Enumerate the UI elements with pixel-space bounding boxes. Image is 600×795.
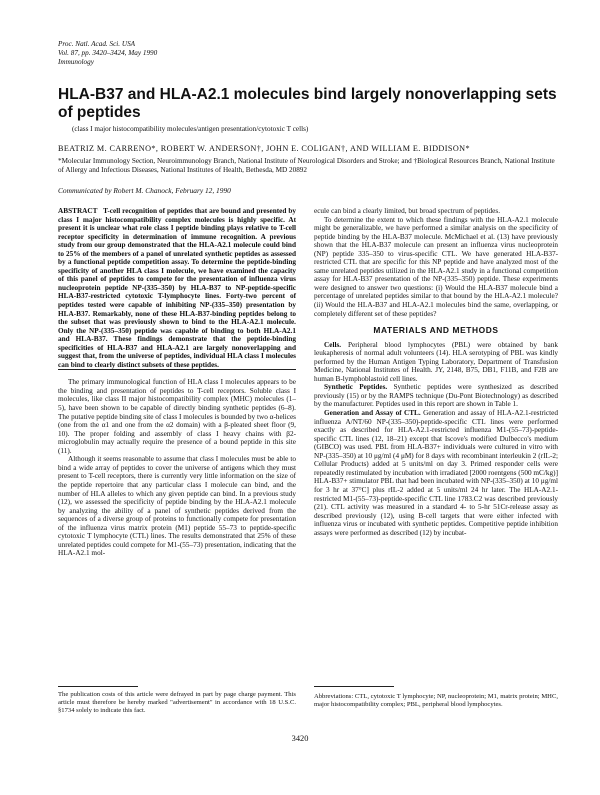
left-column: [58, 207, 296, 558]
cells-heading: Cells.: [324, 340, 342, 349]
abstract-heading: ABSTRACT: [58, 207, 98, 215]
abstract: [58, 207, 296, 369]
page-number: 3420: [291, 734, 309, 743]
peptides-heading: Synthetic Peptides.: [324, 383, 388, 392]
intro-paragraph-2: Although it seems reasonable to assume that class I molecules must be able to bind a wide array of peptides to cover the universe of antigens which they must present to T-cell receptors, there is currently very little information on the size of the peptide repertoire that any particular class I molecule can bind, and the number of HLA alleles to which any given peptide can bind. In a previous study (12), we assessed the specificity of peptide binding by the HLA-A2.1 molecule by analyzing the ability of a panel of synthetic peptides derived from the sequences of a diverse group of proteins to functionally compete for presentation of the influenza virus matrix protein (M1) peptide 55–73 to peptide-specific cytotoxic T lymphocyte (CTL) lines. The results demonstrated that 25% of these unrelated peptides could compete for M1-(55–73) presentation, indicating that the HLA-A2.1 mol-: [58, 455, 296, 558]
abbreviations-footnote: Abbreviations: CTL, cytotoxic T lymphocyte; NP, nucleoprotein; M1, matrix protein; MHC, major histocompatibility complex; PBL, peripheral blood lymphocytes.: [314, 693, 558, 708]
communicated-by: Communicated by Robert M. Chanock, February 12, 1990: [58, 186, 231, 195]
journal-volume: Vol. 87, pp. 3420–3424, May 1990: [58, 49, 158, 57]
affiliations: *Molecular Immunology Section, Neuroimmunology Branch, National Institute of Neurological Disorders and Stroke; and †Biological Resources Branch, National Institute of Allergy and Infectious Diseases, National Institutes of Health, Bethesda, MD 20892: [58, 157, 555, 174]
peptides-text: Synthetic peptides were synthesized as described previously (15) or by the RAMPS technique (Du-Pont Biotechnology) as described by the manufacturer. Peptides used in this report are shown in Table 1.: [314, 383, 559, 409]
abstract-text: T-cell recognition of peptides that are bound and presented by class I major histocompatibility complex molecules is highly specific. At present it is unclear what role class I peptide binding plays relative to T-cell receptor specificity in determination of immune recognition. A previous study from our group demonstrated that the HLA-A2.1 molecule could bind to 25% of the members of a panel of unrelated synthetic peptides as assessed by a functional peptide competition assay. To determine the peptide-binding specificity of another HLA class I molecule, we have examined the capacity of this panel of peptides to compete for the presentation of influenza virus nucleoprotein peptide NP-(335–350) by HLA-B37 to NP-peptide-specific HLA-B37-restricted cytotoxic T-lymphocyte lines. Forty-two percent of peptides tested were capable of inhibiting NP-(335–350) presentation by HLA-B37. Remarkably, none of these HLA-B37-binding peptides belong to the subset that was previously shown to bind to the HLA-A2.1 molecule. Only the NP-(335–350) peptide was capable of binding to both HLA-A2.1 and HLA-B37. These findings demonstrate that the peptide-binding specificities of HLA-B37 and HLA-A2.1 are largely nonoverlapping and suggest that, from the universe of peptides, individual HLA class I molecules can bind to clearly distinct subsets of these peptides.: [58, 207, 296, 369]
methods-peptides: [314, 383, 558, 409]
publication-footnote: The publication costs of this article were defrayed in part by page charge payment. This article must therefore be hereby marked "advertisement" in accordance with 18 U.S.C. §1734 solely to indicate this fact.: [58, 691, 296, 714]
footnote-rule-right: [314, 686, 394, 687]
intro-paragraph-4: To determine the extent to which these findings with the HLA-A2.1 molecule might be generalizable, we have performed a similar analysis on the specificity of peptide binding by the HLA-B37 molecule. McMichael et al. (13) have previously shown that the HLA-B37 molecule can present an influenza virus nucleoprotein (NP) peptide 335–350 to virus-specific CTL. We have generated HLA-B37-restricted CTL that are specific for this NP peptide and have analyzed most of the same unrelated peptides utilized in the HLA-A2.1 study in a functional competition assay for HLA-B37 presentation of the NP-(335–350) peptide. These experiments were designed to answer two questions: (i) Would the HLA-B37 molecule bind a percentage of unrelated peptides similar to that bound by the HLA-A2.1 molecule? (ii) Would the HLA-B37 and HLA-A2.1 molecules bind the same, overlapping, or completely different set of these peptides?: [314, 215, 558, 318]
intro-paragraph-1: The primary immunological function of HLA class I molecules appears to be the binding and presentation of peptides to T-cell receptors. Soluble class I molecules, like class II major histocompatibility complex (MHC) molecules (1–5), have been shown to be capable of directly binding synthetic peptides (6–8). The putative peptide binding site of class I molecules is bounded by two α-helices (one from the α1 and one from the α2 domain) with a β-pleated sheet floor (9, 10). The proper folding and assembly of class I heavy chains with β2-microglobulin may actually require the presence of a bound peptide in this site (11).: [58, 378, 296, 455]
journal-section: Immunology: [58, 58, 94, 66]
methods-heading: MATERIALS AND METHODS: [373, 325, 499, 336]
intro-paragraph-3: ecule can bind a clearly limited, but broad spectrum of peptides.: [314, 207, 501, 215]
ctl-text: Generation and assay of HLA-A2.1-restricted influenza A/NT/60 NP-(335–350)-peptide-specific CTL lines were performed exactly as described for HLA-A2.1-restricted influenza M1-(55–73)-peptide-specific CTL lines (12, 18–21) except that Iscove's modified Dulbecco's medium (GIBCO) was used. PBL from HLA-B37+ individuals were cultured in vitro with NP-(335–350) at 10 μg/ml (4 μM) for 8 days with recombinant interleukin 2 (rIL-2; Cellular Products) added at 5 units/ml on day 3. Primed responder cells were repeatedly restimulated by incubation with irradiated [2000 roentgens (500 mC/kg)] HLA-B37+ stimulator PBL that had been incubated with NP-(335–350) at 10 μg/ml for 3 hr at 37°C] plus rIL-2 added at 5 units/ml 24 hr later. The HLA-A2.1-restricted M1-(55–73)-peptide-specific CTL line 1783.C2 was described previously (21). CTL activity was measured in a standard 4- to 5-hr 51Cr-release assay as described previously (12), using B-cell targets that were either infected with influenza virus or incubated with synthetic peptides. Competitive peptide inhibition assays were performed as described (12) by incubat-: [314, 409, 559, 537]
methods-ctl: [314, 409, 558, 537]
cells-text: Peripheral blood lymphocytes (PBL) were obtained by bank leukapheresis of normal adult volunteers (14). HLA serotyping of PBL was kindly performed by the Human Antigen Typing Laboratory, Department of Transfusion Medicine, National Institutes of Health. JY, 2148, B75, DB1, F11B, and F2B are human B-lymphoblastoid cell lines.: [314, 340, 558, 383]
methods-cells: [314, 341, 558, 384]
article-title: HLA-B37 and HLA-A2.1 molecules bind largely nonoverlapping sets of peptides: [58, 86, 557, 121]
journal-name: Proc. Natl. Acad. Sci. USA: [58, 40, 136, 48]
keywords: (class I major histocompatibility molecules/antigen presentation/cytotoxic T cells): [72, 125, 309, 133]
author-list: BEATRIZ M. CARRENO*, ROBERT W. ANDERSON†, JOHN E. COLIGAN†, AND WILLIAM E. BIDDISON*: [58, 144, 470, 153]
abstract-divider: [58, 369, 296, 370]
journal-header: [58, 40, 157, 67]
right-column: [314, 207, 558, 537]
footnote-rule-left: [58, 686, 138, 687]
ctl-heading: Generation and Assay of CTL.: [324, 409, 421, 418]
